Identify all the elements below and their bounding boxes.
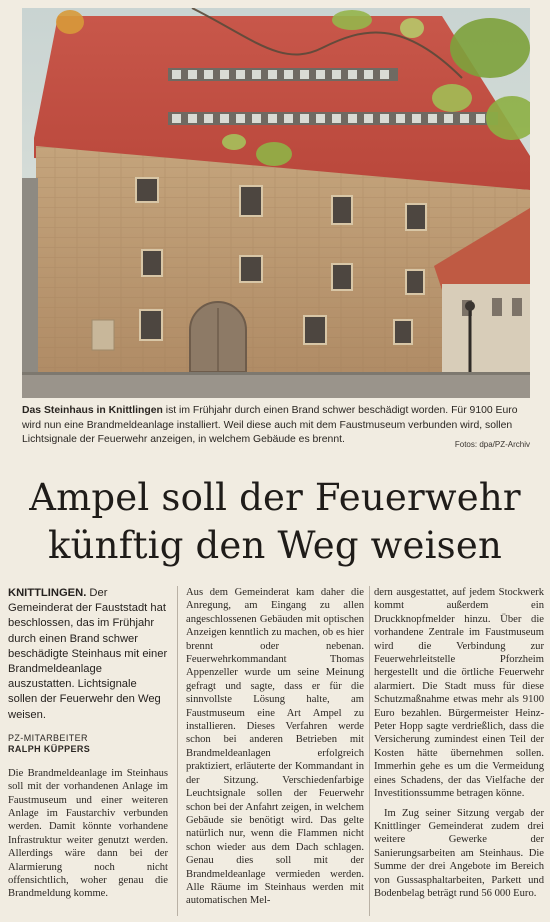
author-byline [8, 733, 168, 755]
body-paragraph-1: Die Brandmeldeanlage im Steinhaus soll mit der vorhandenen Anlage im Faustmuseum und einer weiteren Anlage im Faustarchiv verbunden werden. Damit könnte vorhandene Infrastruktur weiter genutzt werden. Allerdings wäre dann bei der Alarmierung noch nicht offensichtlich, woher genau die Brandmeldung komme. [8, 767, 168, 900]
body-paragraph-4: Im Zug seiner Sitzung vergab der Knittlinger Gemeinderat zudem drei weitere Gewerke der Sanierungsarbeiten am Steinhaus. Die Summe der drei Angebote im Bereich von Gussasphaltarbeiten, Parkett und Bodenbelag beträgt rund 56 000 Euro. [374, 807, 544, 899]
column-divider-1 [177, 586, 178, 916]
author-name: RALPH KÜPPERS [8, 743, 91, 754]
photo-caption [22, 404, 530, 448]
column-divider-2 [369, 586, 370, 916]
caption-lead: Das Steinhaus in Knittlingen [22, 405, 163, 416]
article-column-2 [186, 586, 364, 908]
dateline: KNITTLINGEN. [8, 587, 87, 599]
headline-line-1: Ampel soll der Feuerwehr [29, 476, 521, 519]
headline-line-2: künftig den Weg weisen [48, 524, 502, 567]
steinhaus-photo [22, 8, 530, 398]
body-paragraph-2: Aus dem Gemeinderat kam daher die Anregung, am Eingang zu allen angeschlossenen Gebäuden mit optischen Anzeigen kenntlich zu machen, ob es hier brennt oder nebenan. Feuerwehrkommandant Thomas Appenzeller wurde um seine Meinung gefragt und sagte, dass er für die sinnvollste Lösung halte, am Faustmuseum eine Art Ampel zu installieren. Dieses Verfahren werde schon bei anderen Betrieben mit Brandmeldeanlagen erfolgreich praktiziert, erläuterte der Kommandant in der Sitzung. Verschiedenfarbige Leuchtsignale sollen der Feuerwehr schon bei der Anfahrt zeigen, in welchem Gebäude sie benötigt wird. Das gelte natürlich nur, wenn die Flammen nicht schon wieder aus dem Dach schlagen. Genau dies soll mit der Brandmeldeanlage vermieden werden. Alle Räume im Steinhaus werden mit automatischen Mel- [186, 587, 364, 907]
teaser-text: Der Gemeinderat der Fauststadt hat beschlossen, das im Frühjahr durch einen Brand schwer beschädigte Steinhaus mit einer Brandmeldeanlage auszustatten. Lichtsignale sollen der Feuerwehr den Weg weisen. [8, 587, 168, 721]
photo-credit: Fotos: dpa/PZ-Archiv [454, 440, 530, 449]
author-role: PZ-MITARBEITER [8, 732, 88, 743]
body-paragraph-3: dern ausgestattet, auf jedem Stockwerk kommt außerdem ein Druckknopfmelder hinzu. Über die vorhandene Zentrale im Faustmuseum wird die Verbindung zur Feuerwehrleitstelle Pforzheim hergestellt und die örtliche Feuerwehr alarmiert. Die Stadt muss für diese Schutzmaßnahme etwas mehr als 9100 Euro bezahlen. Bürgermeister Heinz-Peter Hopp sagte verdrießlich, dass die Versicherung zumindest einen Teil der Kosten hätte übernehmen sollen. Immerhin gehe es um die Vermeidung eines Schadens, der das Vielfache der Investitionssumme betragen könne. [374, 587, 544, 800]
article-teaser [8, 586, 168, 723]
caption-text: ist im Frühjahr durch einen Brand schwer beschädigt worden. Für 9100 Euro wird nun eine Brandmeldeanlage installiert. Weil diese auch mit dem Faustmuseum verbunden wird, sollen Lichtsignale der Feuerwehr anzeigen, in welchem Gebäude es brennt. [22, 405, 518, 446]
article-headline [10, 474, 540, 570]
article-column-3 [374, 586, 544, 900]
article-column-1 [8, 586, 168, 901]
